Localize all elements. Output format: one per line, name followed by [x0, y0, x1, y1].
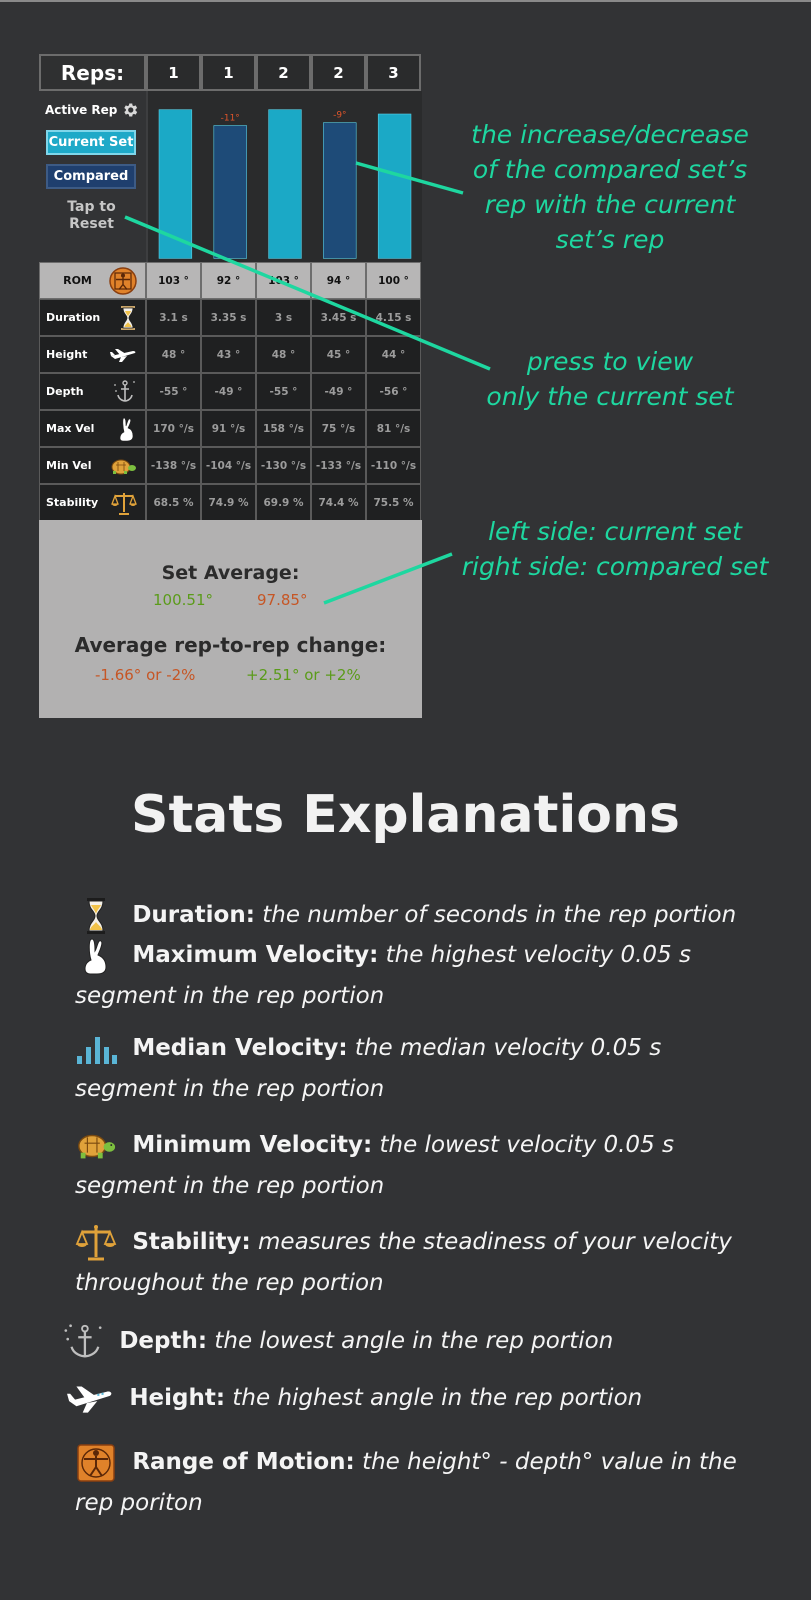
stat-label-text: Stability	[46, 496, 99, 509]
explanation-term: Minimum Velocity:	[132, 1132, 373, 1158]
stat-cell: 92 °	[201, 262, 256, 299]
stat-label-text: Depth	[46, 385, 84, 398]
stat-cell: 43 °	[201, 336, 256, 373]
explanation-definition: the highest velocity 0.05 s segment in the rep portion	[75, 942, 691, 1009]
annotation-line: only the current set	[486, 382, 734, 411]
stat-cell: 74.4 %	[311, 484, 366, 521]
explanation-range-of-motion	[75, 1442, 755, 1523]
stat-label-text: Height	[46, 348, 88, 361]
stat-cell: 68.5 %	[146, 484, 201, 521]
explanation-term: Height:	[129, 1385, 226, 1411]
stat-label-text: Duration	[46, 311, 101, 324]
annotation-compared-change	[440, 117, 780, 257]
explanation-definition: measures the steadiness of your velocity throughout the rep portion	[75, 1229, 732, 1296]
annotation-tap-reset	[450, 344, 770, 414]
stat-cell: -104 °/s	[201, 447, 256, 484]
current-set-average: 100.51°	[153, 591, 213, 609]
stat-cell: 158 °/s	[256, 410, 311, 447]
annotation-line: the increase/decrease	[471, 120, 749, 149]
stat-cell: 45 °	[311, 336, 366, 373]
explanation-term: Maximum Velocity:	[132, 942, 379, 968]
explanations-title: Stats Explanations	[131, 785, 680, 845]
compared-set-average: 97.85°	[257, 591, 308, 609]
explanation-height	[66, 1378, 746, 1419]
stat-cell: 75.5 %	[366, 484, 421, 521]
explanation-depth	[62, 1321, 742, 1362]
stat-cell: -56 °	[366, 373, 421, 410]
bar-chart-icon	[75, 1029, 117, 1069]
airplane-icon	[66, 1379, 114, 1419]
stat-cell: 81 °/s	[366, 410, 421, 447]
annotation-line: right side: compared set	[461, 552, 769, 581]
explanation-duration	[75, 895, 755, 936]
explanation-min-velocity	[75, 1125, 755, 1206]
stat-label-text: ROM	[63, 274, 92, 287]
annotation-line: set’s rep	[555, 225, 665, 254]
annotation-line: press to view	[526, 347, 694, 376]
stat-cell: 100 °	[366, 262, 421, 299]
set-average-title: Set Average:	[161, 562, 300, 584]
stat-cell: 3.45 s	[311, 299, 366, 336]
stat-cell: -55 °	[256, 373, 311, 410]
rep-change-title: Average rep-to-rep change:	[74, 633, 387, 657]
hourglass-icon	[75, 896, 117, 936]
explanation-definition: the median velocity 0.05 s segment in the rep portion	[75, 1035, 662, 1102]
stat-cell: 3.35 s	[201, 299, 256, 336]
stat-cell: 74.9 %	[201, 484, 256, 521]
rep-number-header[interactable]: 1	[146, 54, 201, 91]
turtle-icon	[75, 1126, 117, 1166]
anchor-icon	[62, 1322, 104, 1362]
compared-set-change: +2.51° or +2%	[246, 666, 361, 684]
stat-cell: 103 °	[146, 262, 201, 299]
tap-reset-line: Tap to	[67, 199, 116, 215]
stat-cell: 48 °	[256, 336, 311, 373]
explanation-definition: the lowest velocity 0.05 s segment in the rep portion	[75, 1132, 674, 1199]
current-set-change: -1.66° or -2%	[95, 666, 196, 684]
rabbit-icon	[75, 936, 117, 976]
annotation-line: of the compared set’s	[472, 155, 748, 184]
explanation-term: Stability:	[132, 1229, 251, 1255]
stat-cell: -55 °	[146, 373, 201, 410]
stat-cell: -49 °	[201, 373, 256, 410]
rep-number-header[interactable]: 1	[201, 54, 256, 91]
stat-cell: -138 °/s	[146, 447, 201, 484]
stat-cell: 94 °	[311, 262, 366, 299]
stat-cell: 3.1 s	[146, 299, 201, 336]
tap-reset-line: Reset	[69, 216, 114, 232]
explanation-term: Duration:	[132, 902, 255, 928]
explanation-definition: the highest angle in the rep portion	[232, 1385, 643, 1411]
stat-cell: 103 °	[256, 262, 311, 299]
explanation-median-velocity	[75, 1028, 755, 1109]
stat-cell: -110 °/s	[366, 447, 421, 484]
explanation-term: Median Velocity:	[132, 1035, 348, 1061]
stat-cell: 4.15 s	[366, 299, 421, 336]
bar-change-label: -11°	[220, 113, 240, 124]
scales-icon	[75, 1223, 117, 1263]
stat-cell: 69.9 %	[256, 484, 311, 521]
vitruvian-man-icon	[75, 1443, 117, 1483]
stat-cell: -133 °/s	[311, 447, 366, 484]
stat-label-text: Min Vel	[46, 459, 92, 472]
annotation-line: left side: current set	[488, 517, 742, 546]
bar-change-label: -9°	[333, 110, 347, 121]
stat-label-text: Max Vel	[46, 422, 95, 435]
explanation-definition: the number of seconds in the rep portion	[262, 902, 737, 928]
active-rep-label: Active Rep	[45, 103, 118, 117]
stat-cell: 3 s	[256, 299, 311, 336]
stat-cell: 170 °/s	[146, 410, 201, 447]
annotation-line: rep with the current	[484, 190, 736, 219]
explanation-max-velocity	[75, 935, 755, 1016]
compared-button[interactable]: Compared	[46, 164, 136, 189]
stat-cell: 91 °/s	[201, 410, 256, 447]
stat-cell: -49 °	[311, 373, 366, 410]
annotation-sides	[440, 514, 790, 584]
stat-cell: 48 °	[146, 336, 201, 373]
current-set-button[interactable]: Current Set	[46, 130, 136, 155]
explanation-term: Depth:	[119, 1328, 208, 1354]
rep-number-header[interactable]: 2	[256, 54, 311, 91]
rep-number-header[interactable]: 3	[366, 54, 421, 91]
rep-number-header[interactable]: 2	[311, 54, 366, 91]
explanation-definition: the height° - depth° value in the rep poriton	[75, 1449, 737, 1516]
reps-header-label: Reps:	[39, 54, 146, 91]
stat-cell: 44 °	[366, 336, 421, 373]
stat-cell: 75 °/s	[311, 410, 366, 447]
explanation-stability	[75, 1222, 755, 1303]
explanation-term: Range of Motion:	[132, 1449, 355, 1475]
stat-cell: -130 °/s	[256, 447, 311, 484]
explanation-definition: the lowest angle in the rep portion	[214, 1328, 614, 1354]
